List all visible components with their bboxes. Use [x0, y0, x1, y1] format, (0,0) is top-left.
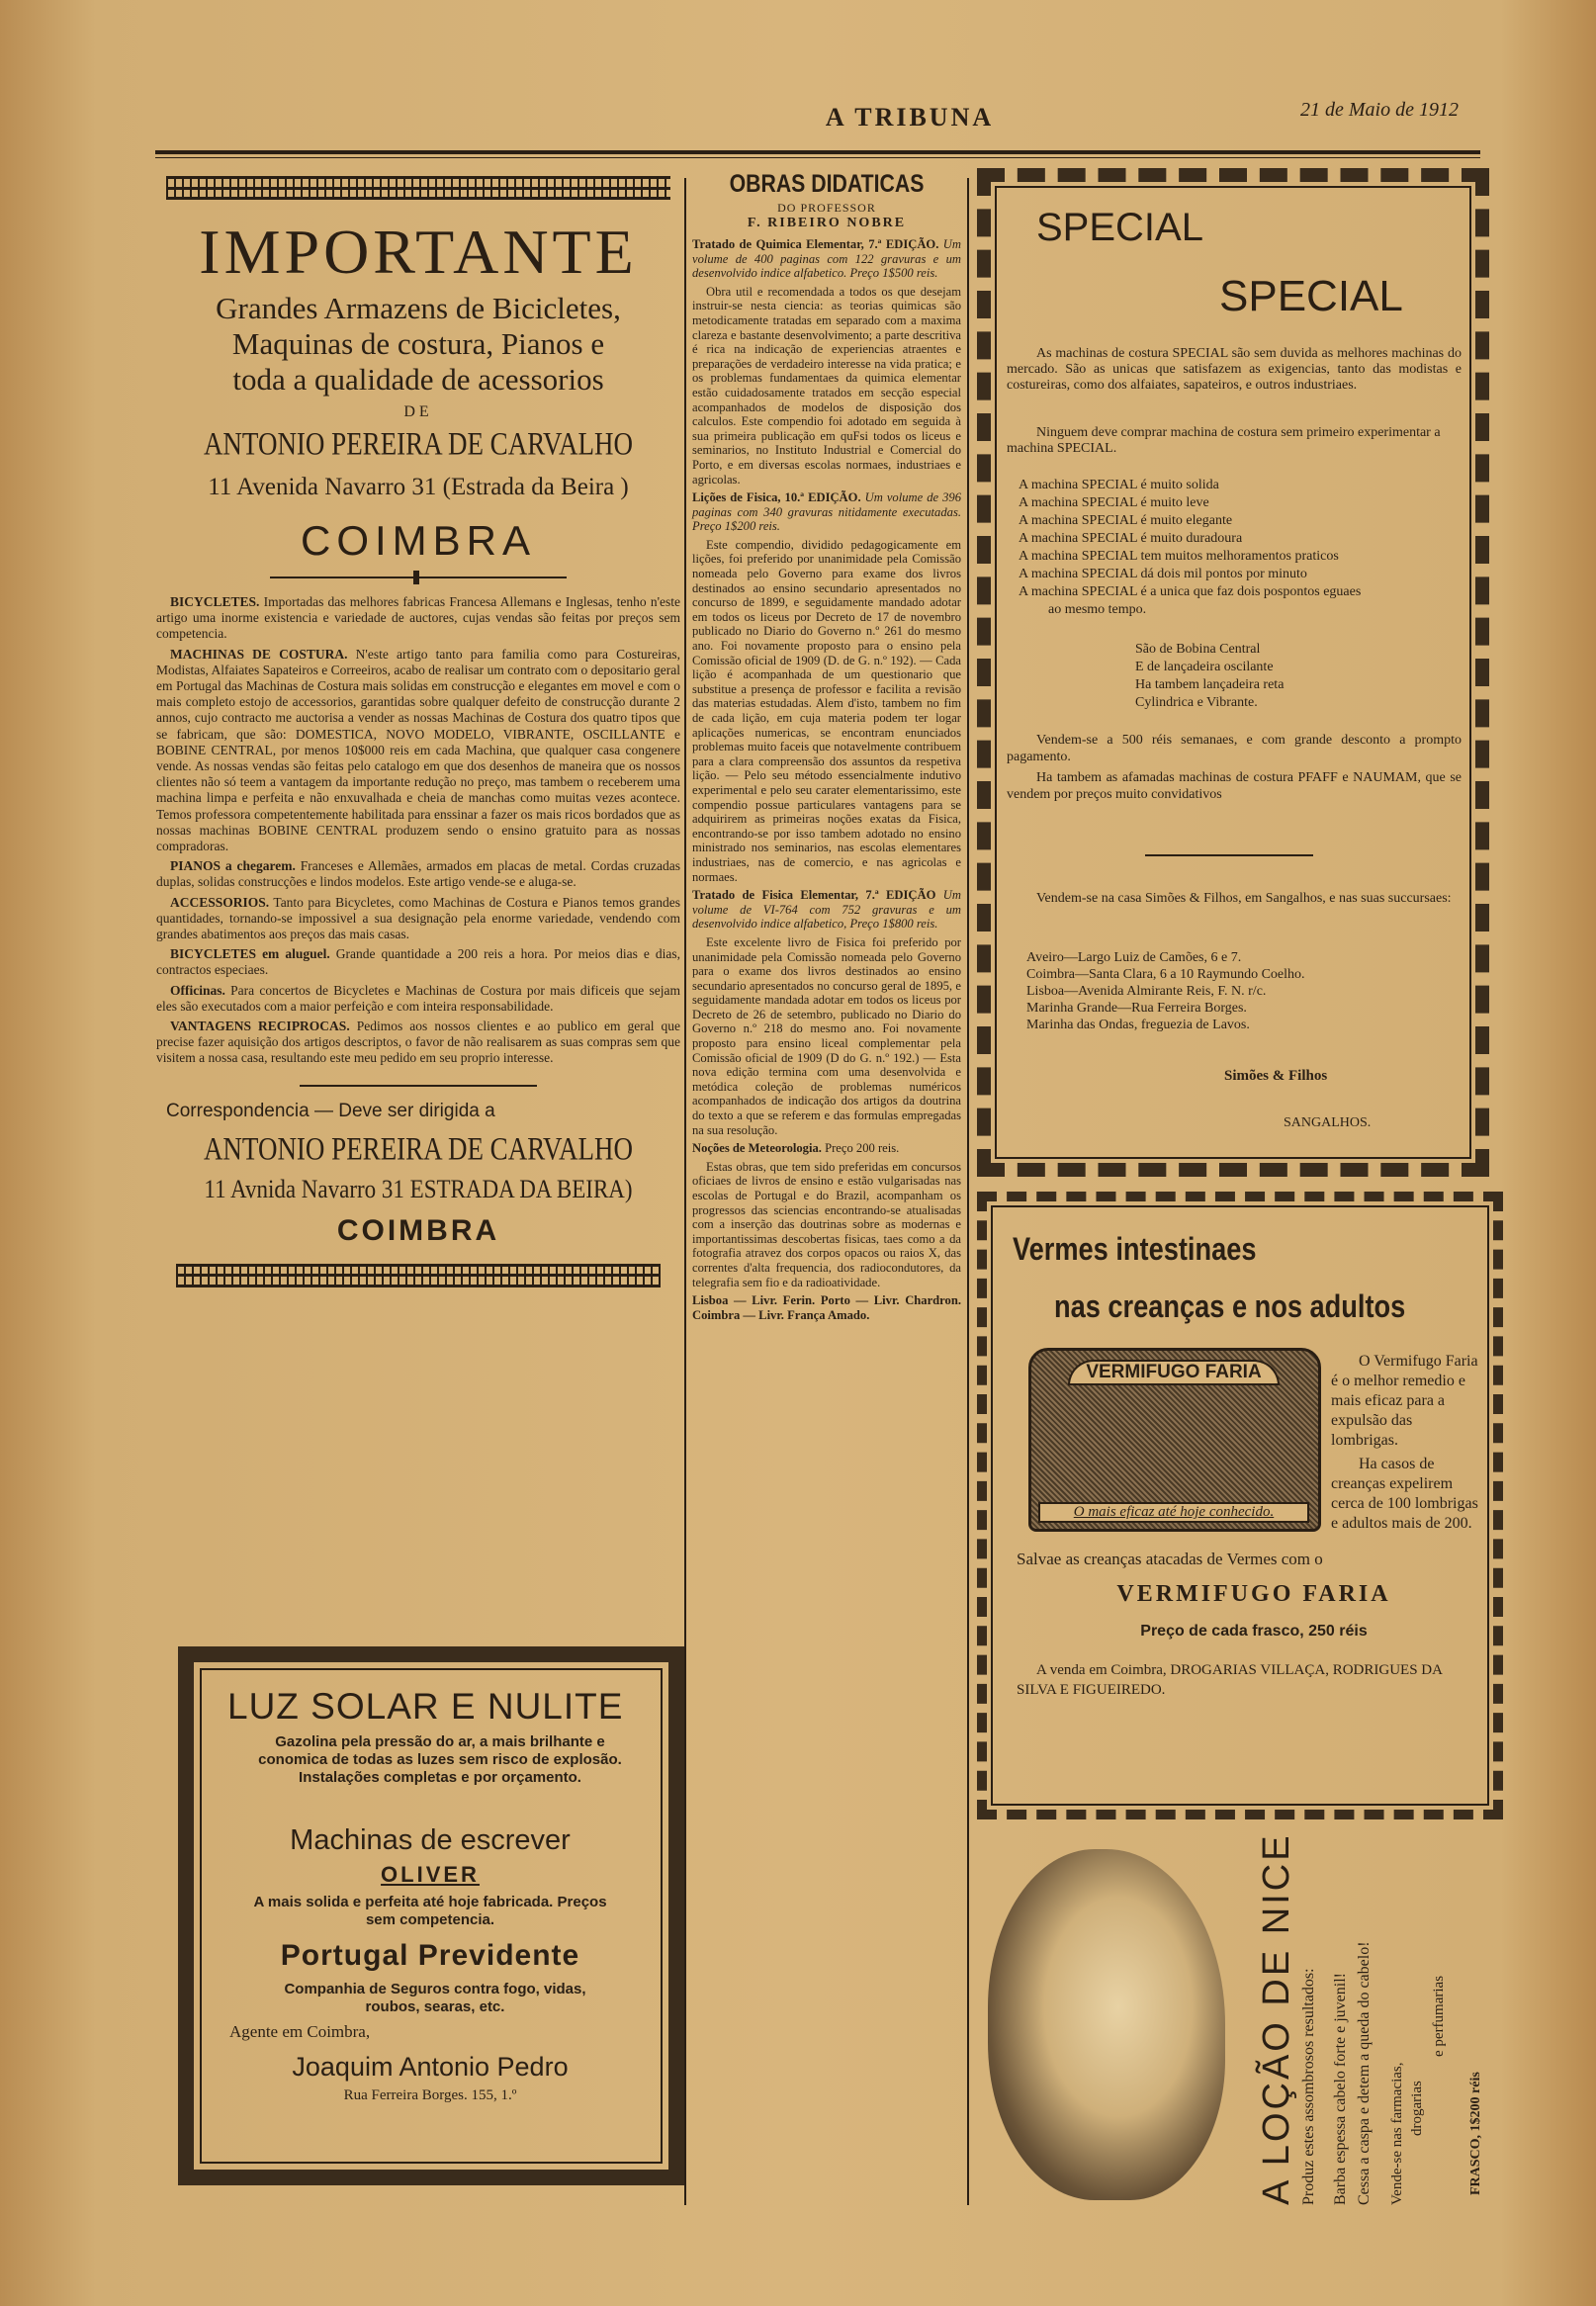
- obras-body: [692, 237, 961, 1322]
- importante-body: [156, 594, 680, 1067]
- b2-desc: Um volume de 396 paginas com 340 gravuras nitidamente executadas. Preço 1$200 reis.: [692, 490, 961, 534]
- sellers: Lisboa — Livr. Ferin. Porto — Livr. Chardron. Coimbra — Livr. França Amado.: [692, 1293, 961, 1322]
- bobina-line: E de lançadeira oscilante: [1135, 660, 1274, 674]
- special-ad: [977, 168, 1489, 1177]
- special-rule: [1145, 854, 1313, 856]
- b2-text: Este compendio, dividido pedagogicamente em lições, foi preferido por unanimidade pela Comissão nomeada pelo Governo para exame dos livros destinados ao ensino secundario apresentados no concurso de 1899, e seguidamente mandado adotar em todos os liceus por Decreto de 17 de novembro publicado no Diario do Governo n.º 261 do mesmo ano. Foi novamente proposto para o ensino pela Comissão oficial de 1909 (D. de G. n.º 192). — Cada lição é acompanhada de um questionario que substitue a presença de professor e facilita a revisão das materias estudadas. Alem d'isto, tambem no fim de cada lição, em cuja materia podem ter logar aplicações numericas, se encontram enunciados problemas muito faceis que notavelmente contribuem para a clara compreensão dos assuntos da respetiva lição. — Pelo seu método essencialmente indutivo experimental e pelo seu carater elementarissimo, este compendio possue particulares vantagens para se adquirirem as primeiras noções exatas da Fisica, encontrando-se por isso tambem adotado no ensino ministrado nos seminarios, nas escolas elementares industriaes, nas de comercio, e nas agricolas e normaes.: [692, 537, 961, 884]
- p5-head: BICYCLETES em aluguel.: [170, 946, 330, 962]
- b1-head: Tratado de Quimica Elementar, 7.ª EDIÇÃO.: [692, 237, 939, 251]
- branch-item: Marinha Grande—Rua Ferreira Borges.: [1026, 1001, 1247, 1016]
- b2-head: Lições de Fisica, 10.ª EDIÇÃO.: [692, 490, 861, 505]
- vermes-ad: [977, 1192, 1503, 1819]
- p1-text: Importadas das melhores fabricas Francesa Allemans e Inglesas, tenho n'este artigo uma inorme existencia e variedade de auctores, cujas vendas são feitas por preços sem competencia.: [156, 594, 681, 642]
- special-sign: Simões & Filhos: [1224, 1068, 1328, 1084]
- obras-sub: DO PROFESSOR: [777, 201, 876, 215]
- importante-line1: Grandes Armazens de Bicicletes,: [216, 291, 621, 325]
- greek-border-top: [166, 176, 670, 200]
- importante-ad: [156, 176, 680, 1287]
- p1-head: BICYCLETES.: [170, 594, 260, 609]
- special-list-item: A machina SPECIAL é a unica que faz dois pospontos eguaes: [1019, 584, 1362, 599]
- obras-author: F. RIBEIRO NOBRE: [747, 216, 907, 230]
- locao-title: A LOÇÃO DE NICE: [1256, 1832, 1297, 2205]
- locao-l2: Barba espessa cabelo forte e juvenil!: [1332, 1972, 1349, 2205]
- special-list-item: A machina SPECIAL é muito solida: [1019, 478, 1219, 492]
- importante-de: DE: [403, 403, 433, 420]
- greek-border-bottom: [176, 1264, 661, 1287]
- agent-address: Rua Ferreira Borges. 155, 1.º: [343, 2087, 517, 2103]
- luz-text: Gazolina pela pressão do ar, a mais brilhante e conomica de todas as luzes sem risco de explosão. Instalações completas e por orçamento.: [258, 1733, 622, 1786]
- vermes-preco: Preço de cada frasco, 250 réis: [1140, 1623, 1368, 1640]
- vermes-salvae: Salvae as creanças atacadas de Vermes com o: [1017, 1550, 1323, 1568]
- special-branches: [1026, 949, 1462, 1033]
- correspondencia: Correspondencia — Deve ser dirigida a: [166, 1100, 495, 1121]
- special-title2: SPECIAL: [1219, 272, 1403, 320]
- masthead-rule-thin: [155, 157, 1480, 158]
- b3-text: Este excelente livro de Fisica foi preferido por unanimidade pela Comissão nomeada pelo Governo para o exame dos livros destinados ao ensino secundario apresentados no concurso geral de 1895, e seguidamente mandada adotar em todos os liceus por Decreto de 26 de setembro, publicado no Diario do Governo n.º 218 do mesmo ano. Foi novamente proposto para ensino liceal complementar pela Comissão oficial de 1909 (D do G. n.º 192.) — Esta nova edição termina com uma desenvolvida e metódica coleção de problemas numéricos acompanhados de indicação dos artigos da doutrina do texto a que se referem e das formulas empregadas na sua resolução.: [692, 934, 961, 1137]
- vermes-title2: nas creanças e nos adultos: [1054, 1288, 1406, 1324]
- vermes-title1: Vermes intestinaes: [1013, 1231, 1257, 1267]
- b4-desc: Preço 200 reis.: [825, 1141, 900, 1156]
- branch-item: Coimbra—Santa Clara, 6 a 10 Raymundo Coelho.: [1026, 967, 1305, 982]
- ornament-rule: [270, 576, 567, 578]
- locao-l4: Vende-se nas farmacias,: [1389, 2062, 1405, 2205]
- vermes-side: O Vermifugo Faria é o melhor remedio e mais eficaz para a expulsão das lombrigas.: [1331, 1353, 1478, 1449]
- luz-solar-ad: [178, 1646, 684, 2185]
- portrait-illustration: [988, 1849, 1225, 2200]
- vermes-brand: VERMIFUGO FARIA: [1116, 1581, 1391, 1607]
- masthead-date: 21 de Maio de 1912: [1300, 99, 1459, 121]
- special-list: [1019, 477, 1473, 619]
- ornament-rule-2: [300, 1085, 537, 1087]
- p3-text: Franceses e Allemães, armados em placas de metal. Cordas cruzadas duplas, solidas construcções e lindos modelos. Este artigo vende-se e aluga-se.: [156, 858, 681, 890]
- obras-title: OBRAS DIDATICAS: [729, 170, 925, 198]
- p7-head: VANTAGENS RECIPROCAS.: [170, 1019, 350, 1034]
- importante-owner: ANTONIO PEREIRA DE CARVALHO: [203, 425, 634, 462]
- importante-line2: Maquinas de costura, Pianos e: [231, 326, 605, 361]
- masthead-rule: [155, 150, 1480, 154]
- b4-head: Noções de Meteorologia.: [692, 1141, 822, 1156]
- bobina-line: Cylindrica e Vibrante.: [1135, 695, 1258, 710]
- corr-city: COIMBRA: [336, 1213, 500, 1247]
- p2-head: MACHINAS DE COSTURA.: [170, 646, 348, 662]
- b1-text: Obra util e recomendada a todos os que desejam instruir-se nesta ciencia: as teorias quimicas são metodicamente tratadas em separado com a maxima clareza e bastante desenvolvimento; a parte descritiva é rica na indicação de experiencias atraentes e preparações de verdadeiro interesse na vida pratica; e os problemas fundamentaes da quimica elementar estão cuidadosamente tratados em secção especial acompanhados de modelos de disposição dos calculos. Este compendio foi adotado em seguida à sua primeira publicação em quFsi todos os liceus e seminarios, no Instituto Industrial e Comercial do Porto, e em diversas escolas normaes, industriaes e agricolas.: [692, 284, 961, 487]
- branch-item: Aveiro—Largo Luiz de Camões, 6 e 7.: [1026, 950, 1242, 965]
- vermifugo-label-bottom: O mais eficaz até hoje conhecido.: [1038, 1502, 1309, 1523]
- portugal-text: Companhia de Seguros contra fogo, vidas, roubos, searas, etc.: [284, 1981, 586, 2015]
- agent: Agente em Coimbra,: [229, 2022, 371, 2041]
- b3-head: Tratado de Fisica Elementar, 7.ª EDIÇÃO: [692, 888, 936, 903]
- bobina-line: Ha tambem lançadeira reta: [1135, 677, 1285, 692]
- special-list-item: ao mesmo tempo.: [1048, 602, 1147, 617]
- importante-line3: toda a qualidade de acessorios: [232, 362, 604, 397]
- locao-l6: e perfumarias: [1431, 1975, 1447, 2057]
- special-bobina: [1135, 641, 1432, 712]
- importante-title: IMPORTANTE: [199, 217, 638, 287]
- locao-l1: Produz estes assombrosos resultados:: [1300, 1968, 1317, 2205]
- importante-address: 11 Avenida Navarro 31 (Estrada da Beira ): [208, 474, 629, 500]
- corr-address: 11 Avnida Navarro 31 ESTRADA DA BEIRA): [204, 1174, 633, 1203]
- column-divider-right: [967, 178, 969, 2205]
- b4-text: Estas obras, que tem sido preferidas em concursos oficiaes de livros de ensino e estão vulgarisadas nas escolas de Portugal e do Brazil, acompanham os progressos das sciencias encontrando-se atualisadas com a inserção das doutrinas sobre as modernas e importantissimas descobertas fisicas, taes como a da fotografia atravez dos corpos opacos ou raios X, das correntes d'alta frequencia, dos radiocondutores, da telegrafia sem fio e da radioatividade.: [692, 1159, 961, 1289]
- special-list-item: A machina SPECIAL é muito leve: [1019, 495, 1209, 510]
- special-intro2: Ninguem deve comprar machina de costura sem primeiro experimentar a machina SPECIAL.: [1007, 425, 1441, 456]
- oliver: OLIVER: [381, 1862, 480, 1887]
- portugal-previdente: Portugal Previdente: [280, 1939, 580, 1972]
- locao-price: FRASCO, 1$200 réis: [1468, 2072, 1483, 2195]
- agent-name: Joaquim Antonio Pedro: [292, 2052, 569, 2082]
- p3-head: PIANOS a chegarem.: [170, 858, 296, 874]
- masthead-title: A TRIBUNA: [825, 103, 995, 132]
- special-pfaff: Ha tambem as afamadas machinas de costura PFAFF e NAUMAM, que se vendem por preços muito convidativos: [1007, 770, 1462, 802]
- oliver-text: A mais solida e perfeita até hoje fabricada. Preços sem competencia.: [253, 1894, 607, 1928]
- corr-name: ANTONIO PEREIRA DE CARVALHO: [203, 1130, 634, 1167]
- b3-desc: Um volume de VI-764 com 752 gravuras e um desenvolvido indice alfabetico, Preço 1$800 reis.: [692, 888, 961, 931]
- vermes-side2: Ha casos de creanças expelirem cerca de 100 lombrigas e adultos mais de 200.: [1331, 1456, 1478, 1532]
- vermifugo-label-top: VERMIFUGO FARIA: [1068, 1360, 1280, 1385]
- luz-title: LUZ SOLAR E NULITE: [227, 1686, 624, 1727]
- special-list-item: A machina SPECIAL é muito elegante: [1019, 513, 1233, 528]
- p7-text: Pedimos aos nossos clientes e ao publico em geral que precise fazer aquisição dos artigos descriptos, o favor de não realisarem as suas compras sem que visitem a nossa casa, resultando este meu pedido em seu proprio interesse.: [156, 1019, 681, 1066]
- locao-ad: [984, 1829, 1498, 2215]
- column-divider-left: [684, 178, 686, 2205]
- branch-item: Marinha das Ondas, freguezia de Lavos.: [1026, 1018, 1250, 1032]
- p5-text: Grande quantidade a 200 reis a hora. Por meios dias e dias, contractos especiaes.: [156, 946, 680, 978]
- p6-text: Para concertos de Bicycletes e Machinas de Costura por mais dificeis que sejam eles são executados com a maior perfeição e com inteira responsabilidade.: [156, 982, 680, 1014]
- masthead: [158, 97, 1478, 136]
- special-place: SANGALHOS.: [1284, 1115, 1372, 1130]
- machinas-title: Machinas de escrever: [290, 1824, 571, 1856]
- p6-head: Officinas.: [170, 982, 225, 998]
- special-list-item: A machina SPECIAL tem muitos melhoramentos praticos: [1019, 549, 1339, 564]
- special-title1: SPECIAL: [1036, 206, 1203, 249]
- branch-item: Lisboa—Avenida Almirante Reis, F. N. r/c.: [1026, 984, 1267, 999]
- obras-didaticas: [692, 170, 961, 1326]
- special-intro: As machinas de costura SPECIAL são sem duvida as melhores machinas do mercado. São as unicas que satisfazem as exigencias, tanto das modistas e costureiras, como dos alfaiates, sapateiros, e outros industriaes.: [1007, 346, 1462, 393]
- vermes-venda: A venda em Coimbra, DROGARIAS VILLAÇA, RODRIGUES DA SILVA E FIGUEIREDO.: [1017, 1662, 1443, 1698]
- locao-l3: Cessa a caspa e detem a queda do cabelo!: [1356, 1941, 1373, 2205]
- importante-city: COIMBRA: [300, 517, 536, 564]
- p2-text: N'este artigo tanto para familia como para Costureiras, Modistas, Alfaiates Sapateiros e Correeiros, acabo de realisar um contrato com o depositario geral em Portugal das Machinas de Costura mais solidas em construcção e elegantes em movel e com o mais completo estojo de accessorios, garantidas sobre qualquer defeito de construcção durante 2 annos, cujo contracto me auctorisa a vender as nossas Machinas de Costura dos quatro tipos que se fabricam, que são: DOMESTICA, NOVO MODELO, VIBRANTE, OSCILLANTE e BOBINE CENTRAL, por menos 10$000 reis em cada Machina, que qualquer casa congenere vende. As nossas vendas são feitas pelo catalogo em que dos desenhos de maneira que os nossos clientes não só teem a vantagem da importante redução no preço, mas tambem o receberem uma machina limpa e perfeita e não enxuvalhada e cheia de manchas como muitas vezes acontece. Temos professora competentemente habilitada para enssinar a fazer os mais ricos bordados que as nossas machinas BOBINE CENTRAL produzem sendo o ensino gratuito para as nossas compradoras.: [156, 646, 681, 854]
- special-list-item: A machina SPECIAL é muito duradoura: [1019, 531, 1243, 546]
- special-casa: Vendem-se na casa Simões & Filhos, em Sangalhos, e nas suas succursaes:: [1036, 891, 1452, 906]
- locao-l5: drogarias: [1409, 2081, 1425, 2136]
- special-vendem: Vendem-se a 500 réis semanaes, e com grande desconto a prompto pagamento.: [1007, 733, 1462, 764]
- p4-head: ACCESSORIOS.: [170, 894, 270, 910]
- p4-text: Tanto para Bicycletes, como Machinas de Costura e Pianos temos grandes quantidades, tornando-se impossivel a sua designação pela enorme variedade, vendendo com grandes abatimentos aos preços das mais casas.: [156, 894, 680, 942]
- special-list-item: A machina SPECIAL dá dois mil pontos por minuto: [1019, 567, 1307, 581]
- bobina-line: São de Bobina Central: [1135, 642, 1261, 657]
- b1-desc: Um volume de 400 paginas com 122 gravuras e um desenvolvido indice alfabetico. Preço 1$500 reis.: [692, 237, 961, 281]
